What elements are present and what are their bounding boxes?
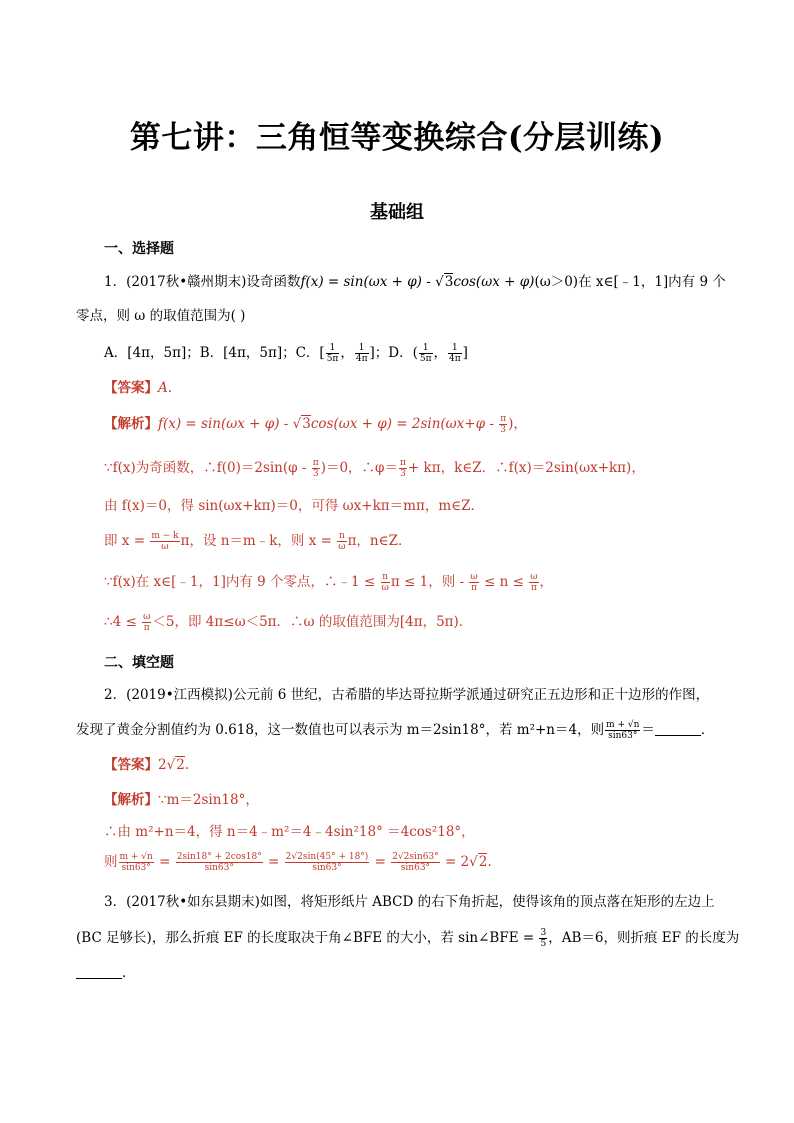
frac-den: 3 [400,469,406,479]
frac [399,458,407,479]
sqrt: 2 [176,757,185,773]
frac [326,343,340,364]
frac [499,414,507,435]
frac-num: ω [470,572,478,582]
frac-den: ω [161,542,169,552]
expr: (BC 足够长)，那么折痕 EF 的长度取决于角∠BFE 的大小，若 sin∠BFE = [76,930,539,946]
eq: = [154,854,175,870]
frac [448,343,462,364]
expr: + kπ，k∈Z．∴f(x)＝2sin(ωx+kπ)， [407,460,645,476]
frac-den: 4π [355,354,368,364]
answer-blank [76,964,122,979]
minus: - [279,416,293,432]
frac-num: n [382,572,389,582]
q1-answer [104,378,172,398]
expr: 发现了黄金分割值约为 0.618，这一数值也可以表示为 m＝2sin18°，若 m²+n＝4，则 [76,722,605,738]
frac-num: 1 [355,343,369,354]
frac-den: sin63° [312,863,342,873]
q1-solution-line1: 【解析】f(x) = sin(ωx + φ) - √3cos(ωx + φ) = 2sin(ωx+φ - $\frac{\pi}{3}$ )， [104,414,527,435]
frac-num: ω [143,612,151,622]
eq: = 2 [440,854,470,870]
q2-solution-line2: ∴由 m²+n＝4，得 n＝4﹣m²＝4﹣4sin²18° ＝4cos²18°， [104,824,475,840]
frac-den: sin63° [400,863,431,873]
frac-num: 2sin18° + 2cos18° [176,852,262,862]
frac-den: π [530,583,537,593]
expr: ＜5，即 4π≤ω＜5π．∴ω 的取值范围为[4π，5π)． [152,614,473,630]
frac-den: sin63° [121,863,151,873]
frac-num: 1 [448,343,462,354]
frac [539,928,547,949]
q1-minus: - [421,274,436,290]
q2-line2 [76,720,714,741]
q1-line1: 1．(2017秋•赣州期末)设奇函数f(x) = sin(ωx + φ) - √3cos(ωx + φ)(ω＞0)在 x∈[﹣1，1]内有 9 个 [104,274,726,290]
frac [529,572,538,593]
group-heading: 基础组 [370,202,424,223]
frac-num: m + √n [119,852,153,862]
q2-solution-line1 [104,790,259,810]
page-title: 第七讲：三角恒等变换综合(分层训练) [129,120,665,156]
frac-num: 2√2sin(45° + 18°) [285,852,369,862]
sep: ， [340,345,354,361]
frac-num: 2√2sin63° [392,852,439,862]
frac [381,572,390,593]
frac-den: 5π [419,354,432,364]
q1-options [104,343,468,364]
sep: ， [433,345,448,361]
expr: π ≤ 1，则 [390,574,456,590]
answer-end: . [184,757,190,773]
frac-num: 1 [326,343,340,354]
frac-den: π [143,623,150,633]
q1-solution-line3: 由 f(x)＝0，得 sin(ωx+kπ)＝0，可得 ωx+kπ＝mπ，m∈Z． [104,498,484,514]
expr: ∴4 ≤ [104,614,142,630]
q1-line2: 零点，则 ω 的取值范围为( ) [76,308,246,324]
expr: ∵f(x)在 x∈[﹣1，1]内有 9 个零点，∴﹣1 ≤ [104,574,380,590]
frac [119,852,154,873]
q1-range: (ω＞0)在 x∈[﹣1，1]内有 9 个 [534,274,726,290]
q1-cos: cos(ωx + φ) [453,274,535,290]
frac [142,612,151,633]
expr: )＝0，∴φ＝ [320,460,398,476]
sqrt: 2 [478,854,488,870]
q1-options-ab: A．[4π，5π]；B．[4π，5π]；C．[ [104,345,325,361]
expr: π，设 n＝m﹣k，则 x = [180,533,337,549]
frac-num: n [338,531,345,541]
frac-den: 5π [326,354,339,364]
sqrt: 3 [302,416,311,432]
expr: ＝ [641,722,655,738]
frac-den: sin63° [608,731,638,741]
q2-answer: 【答案】2√2. [104,757,190,773]
q1-fx: f(x) [300,274,324,290]
answer-tag: 【答案】 [104,380,158,396]
expr: f(x) = sin(ωx + φ) [158,416,280,432]
answer-blank [655,721,701,736]
frac-den: 3 [312,469,319,479]
frac-den: sin63° [204,863,234,873]
frac [312,458,320,479]
frac [176,852,263,873]
expr-end: ． [122,965,136,981]
q1-solution-line4 [104,531,412,552]
frac-num: π [400,458,406,468]
expr: ∵f(x)为奇函数，∴f(0)＝2sin(φ [104,460,298,476]
expr-end: . [487,854,492,870]
q1-text: 1．(2017秋•赣州期末)设奇函数 [104,274,301,290]
frac [419,343,433,364]
frac-num: m − k [151,531,179,541]
expr-end: )， [508,416,527,432]
expr: ≤ n ≤ [479,574,529,590]
frac [285,852,370,873]
answer-value: 2 [158,757,167,773]
frac [469,572,478,593]
minus: - [485,416,499,432]
expr: π，n∈Z． [347,533,412,549]
minus: - [297,460,311,476]
frac-num: π [312,458,319,468]
analysis-tag: 【解析】 [104,792,158,808]
q2-line1: 2．(2019•江西模拟)公元前 6 世纪，古希腊的毕达哥拉斯学派通过研究正五边形和正十边形的作图， [104,687,710,703]
frac-den: 4π [449,354,461,364]
q1-solution-line5 [104,572,553,593]
expr-end: ， [539,574,554,590]
frac-den: ω [338,542,346,552]
answer-value: A. [158,380,173,396]
q3-line3 [76,963,136,983]
q3-line1: 3．(2017秋•如东县期末)如图，将矩形纸片 ABCD 的右下角折起，使得该角的顶点落在矩形的左边上 [104,894,715,910]
section-fill-heading: 二、填空题 [104,655,174,671]
expr: 即 x = [104,533,150,549]
expr: ，AB＝6，则折痕 EF 的长度为 [548,930,740,946]
analysis-tag: 【解析】 [104,416,158,432]
minus: - [455,574,469,590]
frac-num: π [500,414,507,424]
frac [355,343,369,364]
frac-den: 5 [540,939,547,949]
expr: ∵m＝2sin18°， [158,792,259,808]
frac-den: 3 [500,425,507,435]
frac-den: π [471,583,477,593]
q1-options-end: ] [462,345,468,361]
expr-end: ． [700,722,715,738]
section-choice-heading: 一、选择题 [104,241,174,257]
frac [150,531,179,552]
frac [337,531,346,552]
q1-options-d: ]；D．( [369,345,418,361]
frac-num: m + √n [606,720,640,730]
frac [391,852,439,873]
frac-num: 3 [540,928,547,938]
q1-sin: = sin(ωx + φ) [323,274,422,290]
q1-solution-line2 [104,458,645,479]
expr: cos(ωx + φ) = 2sin(ωx+φ [310,416,486,432]
answer-tag: 【答案】 [104,757,158,773]
q2-solution-line3: 则 $\frac{m + √n}{\sin 63^\circ}$ = $\frac{2\sin 18^\circ + 2\cos 18^\circ}{\sin 63^\circ}$ = $\frac{2√2\sin(45^\circ + 18^\circ)}{\sin 63^\circ}$ = $\frac{2√2\sin 63^\circ}{\sin 63^\circ}$ = 2√2. [104,852,492,873]
q3-line2 [76,928,739,949]
frac-num: 1 [419,343,433,354]
eq: = [263,854,284,870]
q1-sqrt: 3 [444,274,454,290]
eq: = [370,854,391,870]
frac-den: ω [381,583,389,593]
frac-num: ω [530,572,538,582]
q1-solution-line6 [104,612,472,633]
expr: 则 [104,854,118,870]
frac [605,720,640,741]
